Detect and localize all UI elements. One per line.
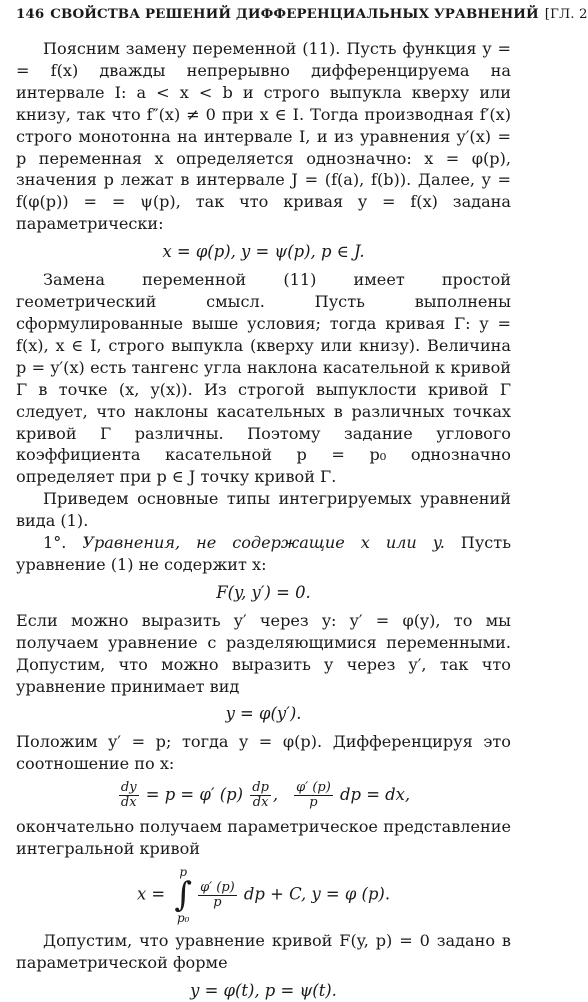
- formula-differentiation: $\frac{dy}{dx}$ = p = φ′ (p) $\frac{dp}{dx}$ , $\frac{\varphi' (p)}{p}$ dp = dx,: [120, 780, 411, 811]
- chapter-marker: [ГЛ. 2: [544, 7, 588, 22]
- paragraph-substitution: Положим y′ = p; тогда y = φ(p). Дифференцируя это соотношение по x:: [16, 732, 511, 774]
- running-title: СВОЙСТВА РЕШЕНИЙ ДИФФЕРЕНЦИАЛЬНЫХ УРАВНЕНИЙ: [50, 6, 539, 22]
- running-header: [16, 6, 588, 22]
- paragraph-express-yprime: Если можно выразить y′ через y: y′ = φ(y), то мы получаем уравнение с разделяющимися переменными. Допустим, что можно выразить y через y′, так что уравнение принимает вид: [16, 610, 511, 696]
- integral-sign: p ∫ p₀: [174, 865, 193, 926]
- case-number: 1°.: [43, 533, 83, 553]
- fraction-integrand: $\frac{\varphi' (p)}{p}$: [200, 879, 235, 910]
- formula-y-phi-yprime: y = φ(y′).: [225, 704, 302, 724]
- paragraph-integrable-types: Приведем основные типы интегрируемых уравнений вида (1).: [16, 489, 511, 531]
- paragraph-variable-change: Поясним замену переменной (11). Пусть функция y = = f(x) дважды непрерывно дифференцируема на интервале I: a < x < b и строго выпукла кверху или книзу, так что f″(x) ≠ 0 при x ∈ I. Тогда производная f′(x) строго монотонна на интервале I, и из уравнения y′(x) = p переменная x определяется однозначно: x = φ(p), значения p лежат в интервале J = (f(a), f(b)). Далее, y = f(φ(p)) = = ψ(p), так что кривая y = f(x) задана параметрически:: [16, 39, 511, 234]
- fraction-dy-dx: $\frac{dy}{dx}$: [120, 780, 137, 811]
- page-number: 146: [16, 6, 45, 22]
- formula-integral-curve: x = p ∫ p₀ $\frac{\varphi' (p)}{p}$ dp + C, y = φ (p).: [136, 865, 391, 926]
- paragraph-parametric-form: Допустим, что уравнение кривой F(y, p) = 0 задано в параметрической форме: [16, 931, 511, 972]
- case-title: Уравнения, не содержащие x или y.: [82, 533, 445, 553]
- fraction-dp-dx: $\frac{dp}{dx}$: [252, 780, 269, 811]
- paragraph-case-1: [16, 532, 511, 576]
- formula-f-y-yprime: F(y, y′) = 0.: [216, 582, 311, 602]
- case-text: Пусть уравнение (1) не содержит x:: [16, 533, 511, 574]
- paragraph-geometric-meaning: Замена переменной (11) имеет простой геометрический смысл. Пусть выполнены сформулированные выше условия; тогда кривая Γ: y = f(x), x ∈ I, строго выпукла (кверху или книзу). Величина p = y′(x) есть тангенс угла наклона касательной к кривой Γ в точке (x, y(x)). Из строгой выпуклости кривой Γ следует, что наклоны касательных в различных точках кривой Γ различны. Поэтому задание углового коэффициента касательной p = p₀ однозначно определяет при p ∈ J точку кривой Γ.: [16, 270, 511, 487]
- formula-parametric-curve: x = φ(p), y = ψ(p), p ∈ J.: [162, 242, 365, 262]
- paragraph-result: окончательно получаем параметрическое представление интегральной кривой: [16, 817, 511, 859]
- formula-parametric-phi-psi: y = φ(t), p = ψ(t).: [190, 980, 337, 1000]
- fraction-phi-prime-over-p: $\frac{\varphi' (p)}{p}$: [296, 780, 331, 811]
